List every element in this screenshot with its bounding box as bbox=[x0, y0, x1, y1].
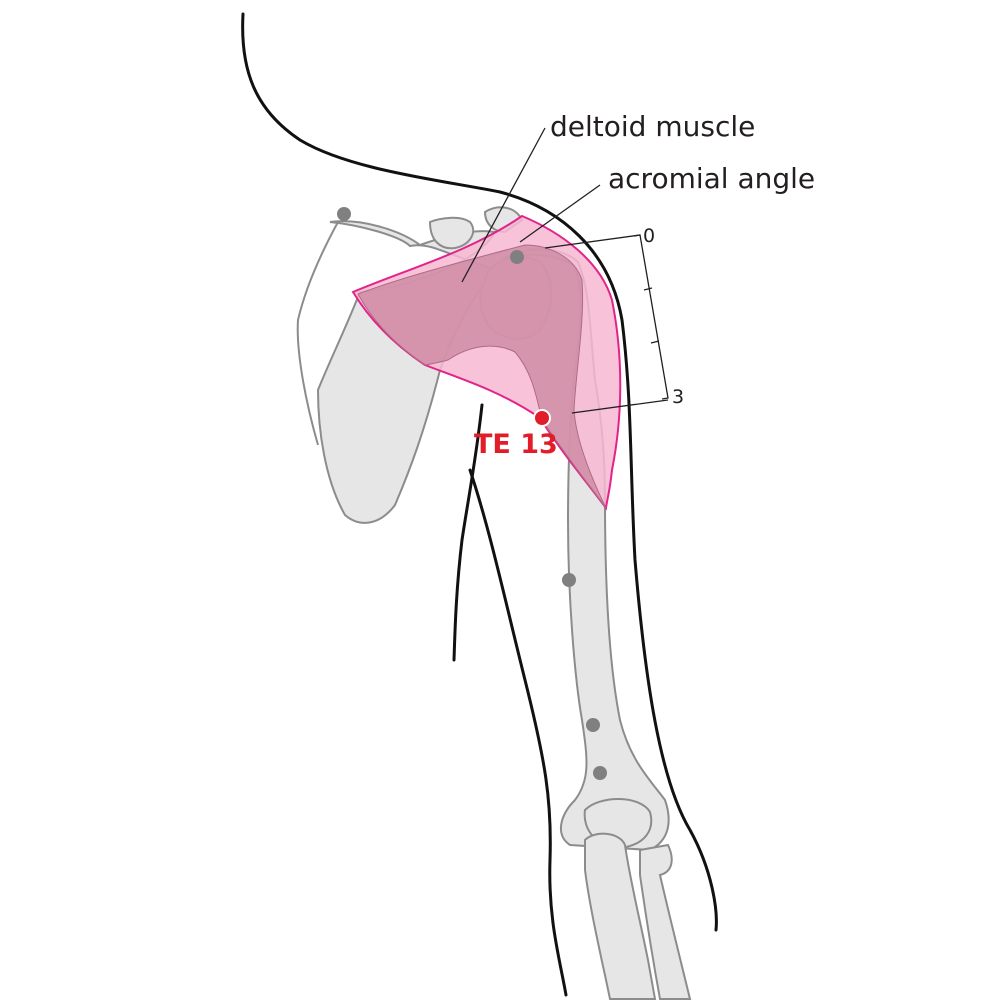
elbow-marker bbox=[593, 766, 607, 780]
te13-point[interactable] bbox=[534, 410, 550, 426]
scapula-marker bbox=[337, 207, 351, 221]
deltoid-label: deltoid muscle bbox=[550, 110, 756, 143]
scale-bracket bbox=[634, 235, 668, 399]
acromial-angle-marker bbox=[510, 250, 524, 264]
forearm-bones bbox=[585, 834, 690, 999]
upper-arm-marker bbox=[562, 573, 576, 587]
scale-end-label: 3 bbox=[672, 386, 685, 408]
te13-label: TE 13 bbox=[474, 429, 558, 460]
lower-arm-marker bbox=[586, 718, 600, 732]
scale-start-label: 0 bbox=[643, 225, 656, 247]
inner-arm-contour-lower bbox=[470, 470, 566, 995]
acromial-leader-line bbox=[520, 185, 600, 242]
acromial-label: acromial angle bbox=[608, 162, 816, 195]
